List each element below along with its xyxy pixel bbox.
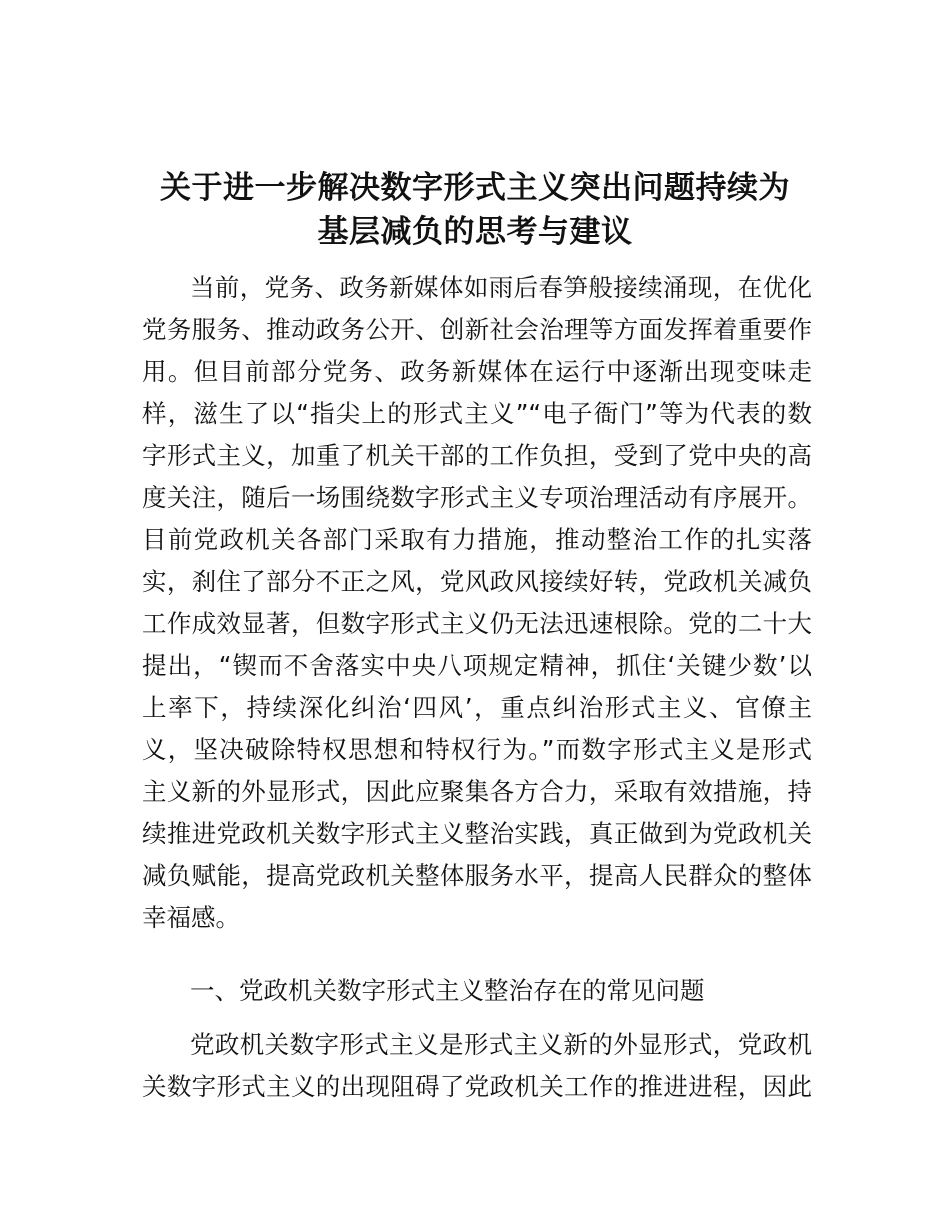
body-line-11: 上率下，持续深化纠治‘四风’，重点纠治形式主义、官僚主 [142,693,812,722]
document-title-line-1: 关于进一步解决数字形式主义突出问题持续为 [160,170,790,206]
body-line-10: 提出，“锲而不舍落实中央八项规定精神，抓住‘关键少数’以 [142,651,813,680]
body-line-2: 党务服务、推动政务公开、创新社会治理等方面发挥着重要作 [142,315,812,344]
body-line-14: 续推进党政机关数字形式主义整治实践，真正做到为党政机关 [142,819,812,848]
document-title-line-2: 基层减负的思考与建议 [317,214,633,250]
body-line-3: 用。但目前部分党务、政务新媒体在运行中逐渐出现变味走 [142,357,812,386]
body-line-13: 主义新的外显形式，因此应聚集各方合力，采取有效措施，持 [142,777,812,806]
body-line-12: 义，坚决破除特权思想和特权行为。”而数字形式主义是形式 [142,735,812,764]
body-line-5: 字形式主义，加重了机关干部的工作负担，受到了党中央的高 [142,441,812,470]
body-line-1: 当前，党务、政务新媒体如雨后春笋般接续涌现，在优化 [190,273,812,302]
body-line-15: 减负赋能，提高党政机关整体服务水平，提高人民群众的整体 [142,861,812,890]
body-line-9: 工作成效显著，但数字形式主义仍无法迅速根除。党的二十大 [142,609,812,638]
body-line-17: 党政机关数字形式主义是形式主义新的外显形式，党政机 [190,1030,812,1059]
body-line-8: 实，刹住了部分不正之风，党风政风接续好转，党政机关减负 [142,567,812,596]
body-line-4: 样，滋生了以“指尖上的形式主义”“电子衙门”等为代表的数 [142,399,812,428]
body-line-6: 度关注，随后一场围绕数字形式主义专项治理活动有序展开。 [142,483,812,512]
body-line-18: 关数字形式主义的出现阻碍了党政机关工作的推进进程，因此 [142,1072,812,1101]
body-line-7: 目前党政机关各部门采取有力措施，推动整治工作的扎实落 [142,525,812,554]
body-line-16: 幸福感。 [142,903,240,932]
section-heading-1: 一、党政机关数字形式主义整治存在的常见问题 [190,976,705,1005]
